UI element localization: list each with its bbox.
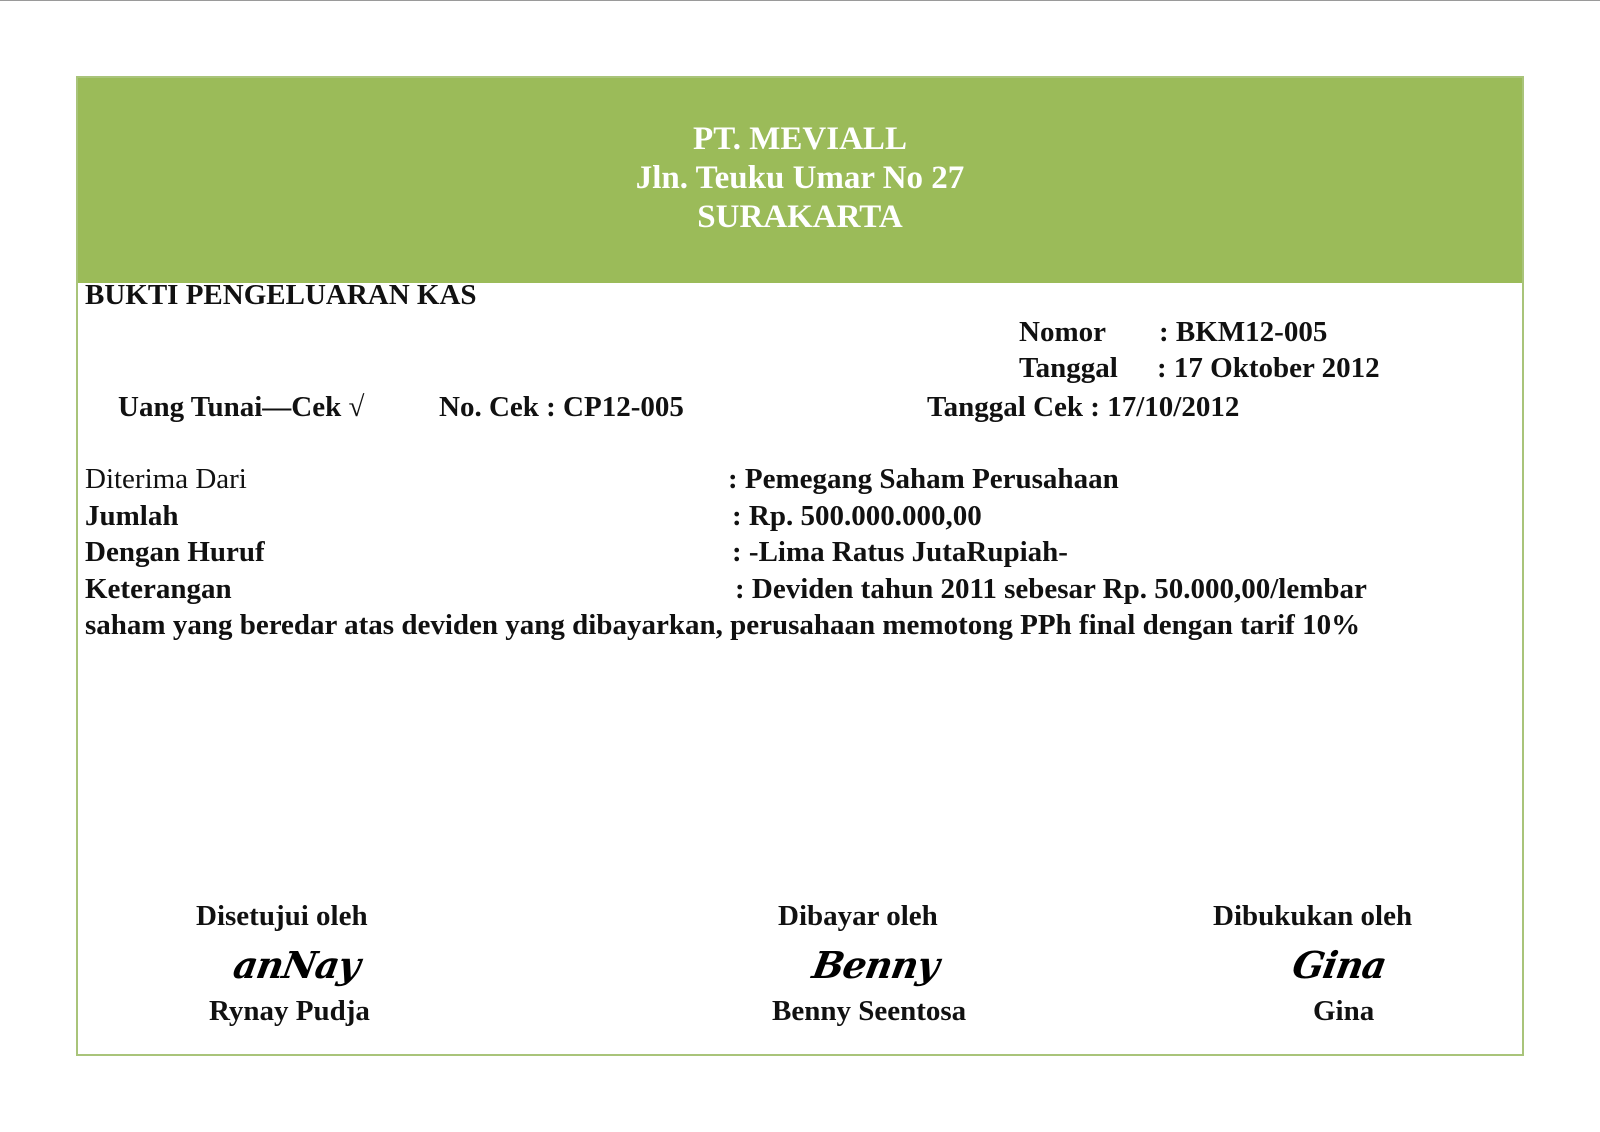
huruf-label: Dengan Huruf <box>85 536 265 568</box>
top-rule <box>0 0 1600 1</box>
paid-by-label: Dibayar oleh <box>778 900 938 932</box>
keterangan-value: : Deviden tahun 2011 sebesar Rp. 50.000,00/lembar <box>735 573 1367 605</box>
approver-name: Rynay Pudja <box>209 995 370 1027</box>
bookkeeper-name: Gina <box>1313 995 1375 1027</box>
payment-method: Uang Tunai—Cek √ <box>118 391 365 423</box>
payer-signature: Benny <box>809 943 943 987</box>
jumlah-label: Jumlah <box>85 500 179 532</box>
diterima-value: : Pemegang Saham Perusahaan <box>728 463 1119 495</box>
booked-by-label: Dibukukan oleh <box>1213 900 1413 932</box>
huruf-value: : -Lima Ratus JutaRupiah- <box>732 536 1068 568</box>
company-header <box>78 78 1522 283</box>
company-city: SURAKARTA <box>697 199 903 235</box>
cash-voucher <box>76 76 1524 1056</box>
company-name: PT. MEVIALL <box>693 121 907 157</box>
approver-signature: anNay <box>230 943 364 987</box>
payer-name: Benny Seentosa <box>772 995 967 1027</box>
keterangan-continuation: saham yang beredar atas deviden yang dibayarkan, perusahaan memotong PPh final dengan tarif 10% <box>85 609 1361 641</box>
tanggal-cek: Tanggal Cek : 17/10/2012 <box>927 391 1240 423</box>
keterangan-label: Keterangan <box>85 573 232 605</box>
nomor-value: : BKM12-005 <box>1159 316 1328 348</box>
bookkeeper-signature: Gina <box>1289 943 1390 987</box>
diterima-label: Diterima Dari <box>85 463 247 495</box>
tanggal-label: Tanggal <box>1019 352 1118 384</box>
document-title: BUKTI PENGELUARAN KAS <box>85 279 477 311</box>
tanggal-value: : 17 Oktober 2012 <box>1157 352 1380 384</box>
company-address: Jln. Teuku Umar No 27 <box>635 160 965 196</box>
jumlah-value: : Rp. 500.000.000,00 <box>732 500 982 532</box>
nomor-label: Nomor <box>1019 316 1106 348</box>
approved-by-label: Disetujui oleh <box>196 900 368 932</box>
no-cek: No. Cek : CP12-005 <box>439 391 684 423</box>
